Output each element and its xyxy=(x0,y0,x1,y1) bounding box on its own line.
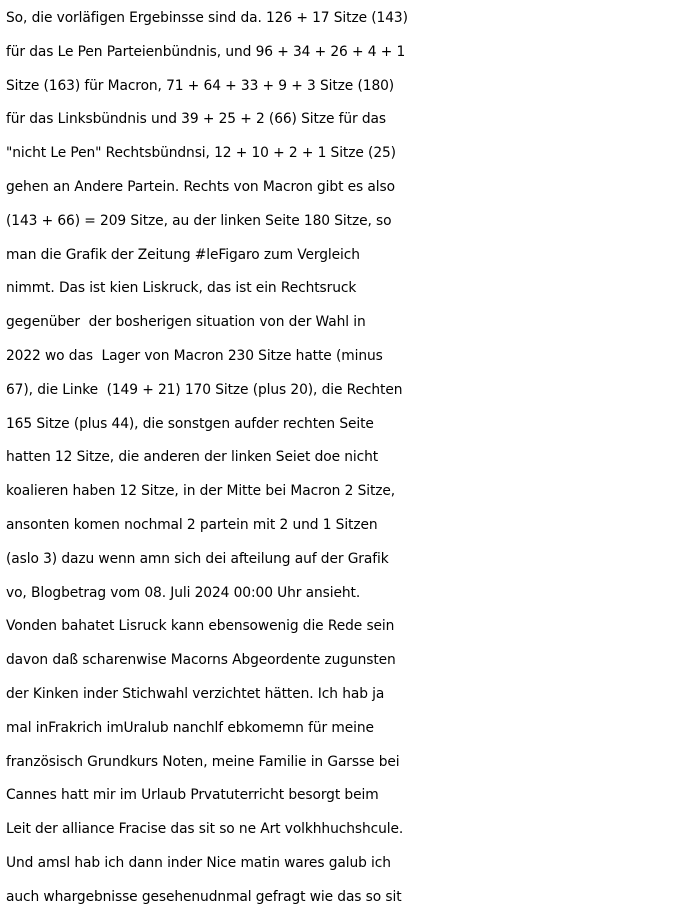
text-line: Sitze (163) für Macron, 71 + 64 + 33 + 9 + 3 Sitze (180) xyxy=(6,77,395,94)
text-line: Leit der alliance Fracise das sit so ne Art volkhhuchshcule. xyxy=(6,821,404,838)
text-line: (143 + 66) = 209 Sitze, au der linken Seite 180 Sitze, so xyxy=(6,212,392,229)
text-line: Und amsl hab ich dann inder Nice matin wares galub ich xyxy=(6,854,391,871)
text-line: gehen an Andere Partein. Rechts von Macron gibt es also xyxy=(6,178,395,195)
text-line: der Kinken inder Stichwahl verzichtet hätten. Ich hab ja xyxy=(6,685,385,702)
text-line: 67), die Linke (149 + 21) 170 Sitze (plus 20), die Rechten xyxy=(6,381,403,398)
text-line: "nicht Le Pen" Rechtsbündnsi, 12 + 10 + 2 + 1 Sitze (25) xyxy=(6,145,396,162)
text-line: Vonden bahatet Lisruck kann ebensowenig die Rede sein xyxy=(6,618,395,635)
text-line: (aslo 3) dazu wenn amn sich dei afteilung auf der Grafik xyxy=(6,550,389,567)
text-line: auch whargebnisse gesehenudnmal gefragt wie das so sit xyxy=(6,888,402,905)
text-line: 2022 wo das Lager von Macron 230 Sitze hatte (minus xyxy=(6,347,383,364)
text-line: 165 Sitze (plus 44), die sonstgen aufder rechten Seite xyxy=(6,415,374,432)
body-text xyxy=(6,2,682,915)
text-line: für das Le Pen Parteienbündnis, und 96 + 34 + 26 + 4 + 1 xyxy=(6,43,406,60)
text-line: Cannes hatt mir im Urlaub Prvatuterricht besorgt beim xyxy=(6,787,379,804)
text-line: gegenüber der bosherigen situation von der Wahl in xyxy=(6,314,366,331)
text-line: man die Grafik der Zeitung #leFigaro zum Vergleich xyxy=(6,246,360,263)
text-line: nimmt. Das ist kien Liskruck, das ist ein Rechtsruck xyxy=(6,280,357,297)
text-line: vo, Blogbetrag vom 08. Juli 2024 00:00 Uhr ansieht. xyxy=(6,584,361,601)
text-line: ansonten komen nochmal 2 partein mit 2 und 1 Sitzen xyxy=(6,516,378,533)
text-line: hatten 12 Sitze, die anderen der linken Seiet doe nicht xyxy=(6,449,379,466)
text-line: davon daß scharenwise Macorns Abgeordente zugunsten xyxy=(6,652,396,669)
text-line: für das Linksbündnis und 39 + 25 + 2 (66) Sitze für das xyxy=(6,111,386,128)
text-line: mal inFrakrich imUralub nanchlf ebkomemn für meine xyxy=(6,719,374,736)
text-line: französisch Grundkurs Noten, meine Familie in Garsse bei xyxy=(6,753,400,770)
text-line: So, die vorläfigen Ergebinsse sind da. 126 + 17 Sitze (143) xyxy=(6,10,408,26)
text-line: koalieren haben 12 Sitze, in der Mitte bei Macron 2 Sitze, xyxy=(6,483,396,500)
